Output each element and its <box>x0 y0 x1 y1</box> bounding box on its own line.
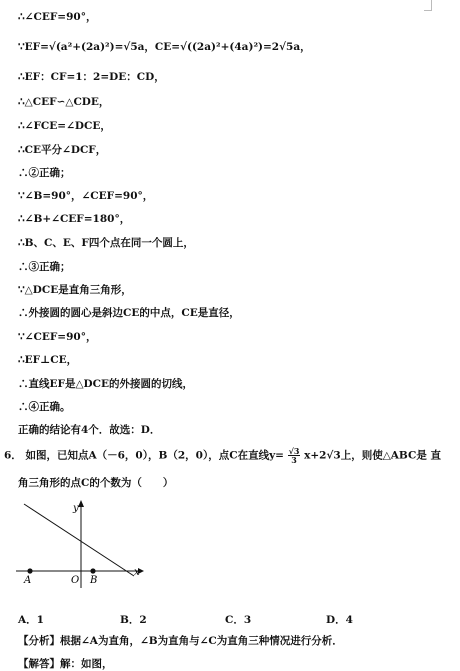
slope-fraction <box>288 447 301 464</box>
solution-line: ∵△DCE是直角三角形， <box>18 284 132 296</box>
solution-line: ∵EF=√(a²+(2a)²)=√5a，CE=√((2a)²+(4a)²)=2√5a， <box>18 41 311 53</box>
line-graph <box>24 504 134 576</box>
solution-line: ∴∠CEF=90°， <box>18 11 97 23</box>
y-axis-label: y <box>73 503 79 514</box>
option-b: B．2 <box>120 614 147 626</box>
question-line-2: 角三角形的点C的个数为（ ） <box>18 477 174 489</box>
question-number: 6． <box>4 449 22 462</box>
page-corner-mark <box>431 0 432 10</box>
solution-line: ∴直线EF是△DCE的外接圆的切线， <box>18 378 193 390</box>
solution-line: ∴△CEF∽△CDE， <box>18 96 110 108</box>
solution-line: ∵∠B=90°，∠CEF=90°， <box>18 190 154 202</box>
solution-start-line: 【解答】解：如图， <box>18 658 113 670</box>
solution-line: ∴∠B+∠CEF=180°， <box>18 213 131 225</box>
solution-line: ∴③正确； <box>18 261 71 273</box>
solution-line: ∴EF⊥CE， <box>18 354 78 366</box>
solution-line: ∴∠FCE=∠DCE， <box>18 120 111 132</box>
solution-line: ∴EF：CF=1：2=DE：CD， <box>18 71 165 83</box>
question-6 <box>4 447 441 464</box>
question-text: 如图，已知点A（－6，0），B（2，0），点C在直线y= <box>25 449 284 462</box>
fraction-denominator: 3 <box>291 455 297 465</box>
fraction-numerator: √3 <box>288 446 300 456</box>
point-a-marker <box>27 568 32 573</box>
question-text-end: 直 <box>430 449 441 462</box>
option-a: A．1 <box>18 614 44 626</box>
option-c: C．3 <box>225 614 252 626</box>
solution-line: 正确的结论有4个．故选：D． <box>18 424 161 436</box>
point-b-label: B <box>90 575 98 586</box>
question-text-cont: x+2√3上，则使△ABC是 <box>304 449 427 462</box>
solution-line: ∵∠CEF=90°， <box>18 331 97 343</box>
solution-line: ∴CE平分∠DCF， <box>18 144 107 156</box>
solution-line: ∴B、C、E、F四个点在同一个圆上， <box>18 237 194 249</box>
x-axis-label: x <box>134 567 140 578</box>
option-d: D．4 <box>326 614 353 626</box>
analysis-line: 【分析】根据∠A为直角，∠B为直角与∠C为直角三种情况进行分析． <box>18 635 343 647</box>
page-corner-mark <box>424 10 432 11</box>
point-b-marker <box>90 568 95 573</box>
solution-line: ∴外接圆的圆心是斜边CE的中点，CE是直径， <box>18 307 240 319</box>
solution-line: ∴④正确。 <box>18 401 71 413</box>
origin-label: O <box>71 575 80 586</box>
y-axis-arrow <box>78 500 84 507</box>
coordinate-figure <box>16 500 146 590</box>
point-a-label: A <box>24 575 32 586</box>
solution-line: ∴②正确； <box>18 167 71 179</box>
